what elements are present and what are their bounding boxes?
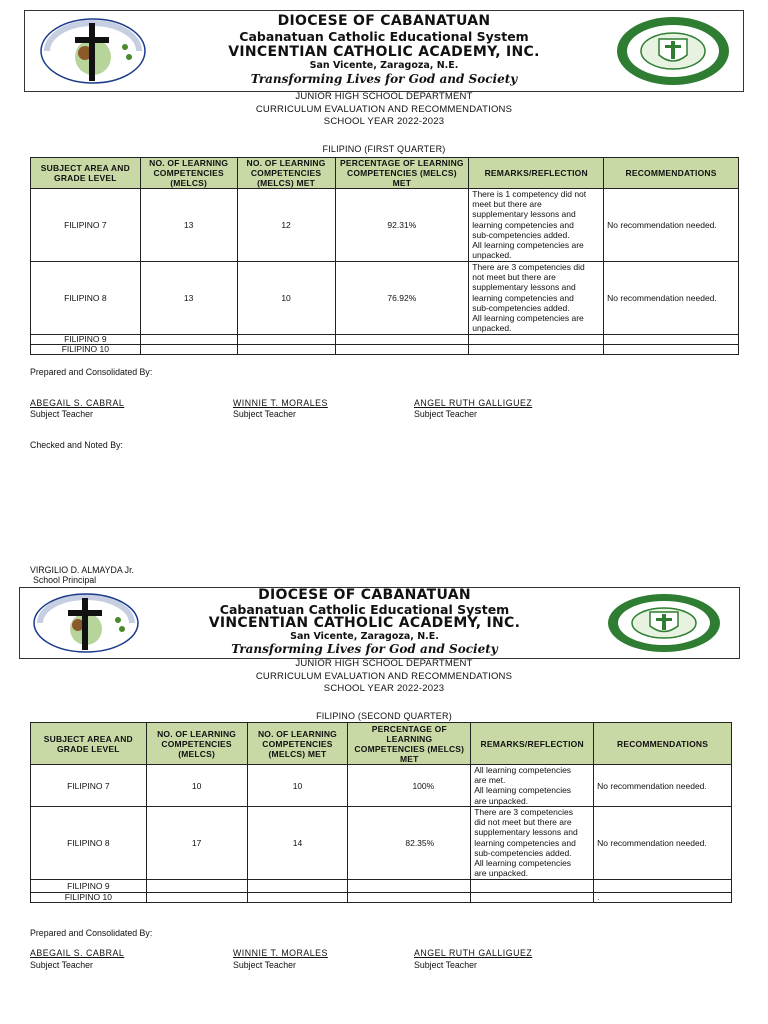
cell-subject: FILIPINO 10 [31, 345, 141, 355]
cell-remarks: There are 3 competencies did not meet but there are supplementary lessons and learning competencies and sub-competencies added. All learning competencies are unpacked. [471, 807, 594, 880]
col-subject: SUBJECT AREA AND GRADE LEVEL [31, 158, 141, 189]
cell-melcs: 10 [146, 765, 247, 807]
teacher-role: Subject Teacher [233, 409, 296, 419]
col-recommendations: RECOMMENDATIONS [604, 158, 739, 189]
col-melcs: NO. OF LEARNING COMPETENCIES (MELCS) [146, 723, 247, 765]
teacher-role: Subject Teacher [30, 960, 93, 970]
principal-role: School Principal [33, 575, 97, 585]
school-motto: Transforming Lives for God and Society [231, 642, 498, 656]
cell-met: 12 [237, 189, 335, 262]
cell-met: 10 [237, 262, 335, 335]
table-header-row [31, 158, 739, 189]
school-motto: Transforming Lives for God and Society [250, 72, 518, 86]
col-remarks: REMARKS/REFLECTION [471, 723, 594, 765]
cell-met: 14 [247, 807, 348, 880]
prepared-label: Prepared and Consolidated By: [30, 928, 153, 938]
evaluation-table-q1 [30, 157, 739, 355]
cell-melcs: 13 [140, 189, 237, 262]
cell-recommendation: No recommendation needed. [604, 262, 739, 335]
table-row [31, 345, 739, 355]
vca-seal [615, 15, 731, 87]
col-melcs: NO. OF LEARNING COMPETENCIES (MELCS) [140, 158, 237, 189]
teacher-name: ANGEL RUTH GALLIGUEZ [414, 948, 533, 958]
cell-subject: FILIPINO 8 [31, 262, 141, 335]
document-title: CURRICULUM EVALUATION AND RECOMMENDATIONS [255, 670, 513, 682]
cell-recommendation: No recommendation needed. [594, 765, 732, 807]
school-title: VINCENTIAN CATHOLIC ACADEMY, INC. [228, 44, 540, 60]
cell-met: 10 [247, 765, 348, 807]
col-percentage: PERCENTAGE OF LEARNING COMPETENCIES (MELCS) MET [348, 723, 471, 765]
teacher-role: Subject Teacher [30, 409, 93, 419]
school-title: VINCENTIAN CATHOLIC ACADEMY, INC. [208, 615, 521, 631]
teacher-name: ABEGAIL S. CABRAL [30, 948, 125, 958]
teacher-role: Subject Teacher [414, 960, 477, 970]
cell-percentage: 82.35% [348, 807, 471, 880]
cell-subject: FILIPINO 10 [31, 893, 147, 903]
col-met: NO. OF LEARNING COMPETENCIES (MELCS) MET [247, 723, 348, 765]
teacher-role: Subject Teacher [233, 960, 296, 970]
col-recommendations: RECOMMENDATIONS [594, 723, 732, 765]
system-title: Cabanatuan Catholic Educational System [239, 29, 529, 44]
col-subject: SUBJECT AREA AND GRADE LEVEL [31, 723, 147, 765]
table-header-row [31, 723, 732, 765]
cell-subject: FILIPINO 9 [31, 335, 141, 345]
diocese-title: DIOCESE OF CABANATUAN [277, 13, 491, 29]
cell-subject: FILIPINO 9 [31, 880, 147, 893]
prepared-label: Prepared and Consolidated By: [30, 367, 153, 377]
system-title: Cabanatuan Catholic Educational System [219, 602, 510, 617]
table-row [31, 765, 732, 807]
cell-percentage: 92.31% [335, 189, 469, 262]
principal-name: VIRGILIO D. ALMAYDA Jr. [30, 565, 134, 575]
checked-label: Checked and Noted By: [30, 440, 123, 450]
cell-melcs: 17 [146, 807, 247, 880]
cell-melcs: 13 [140, 262, 237, 335]
col-percentage: PERCENTAGE OF LEARNING COMPETENCIES (MELCS) MET [335, 158, 469, 189]
table-row [31, 335, 739, 345]
cell-remarks: There is 1 competency did not meet but there are supplementary lessons and learning competencies and sub-competencies added. All learning competencies are unpacked. [469, 189, 604, 262]
cell-recommendation: No recommendation needed. [594, 807, 732, 880]
table-row [31, 893, 732, 903]
table-row [31, 807, 732, 880]
col-met: NO. OF LEARNING COMPETENCIES (MELCS) MET [237, 158, 335, 189]
table-row [31, 262, 739, 335]
col-remarks: REMARKS/REFLECTION [469, 158, 604, 189]
cell-remarks: All learning competencies are met. All learning competencies are unpacked. [471, 765, 594, 807]
school-address: San Vicente, Zaragoza, N.E. [290, 631, 439, 642]
letterhead [24, 10, 744, 92]
school-address: San Vicente, Zaragoza, N.E. [309, 60, 459, 71]
department-label: JUNIOR HIGH SCHOOL DEPARTMENT [295, 658, 473, 669]
table-row [31, 880, 732, 893]
cell-subject: FILIPINO 8 [31, 807, 147, 880]
teacher-name: WINNIE T. MORALES [233, 398, 328, 408]
letterhead [19, 587, 740, 659]
department-label: JUNIOR HIGH SCHOOL DEPARTMENT [295, 91, 473, 102]
cell-recommendation: No recommendation needed. [604, 189, 739, 262]
evaluation-table-q2 [30, 722, 732, 903]
table-row [31, 189, 739, 262]
diocese-title: DIOCESE OF CABANATUAN [258, 587, 471, 603]
teacher-name: ANGEL RUTH GALLIGUEZ [414, 398, 533, 408]
cell-percentage: 100% [348, 765, 471, 807]
table-caption: FILIPINO (FIRST QUARTER) [322, 144, 446, 154]
school-year: SCHOOL YEAR 2022-2023 [323, 116, 445, 127]
teacher-role: Subject Teacher [414, 409, 477, 419]
vca-seal [606, 592, 722, 654]
subheader-block [0, 658, 768, 696]
cell-recommendation: . [594, 893, 732, 903]
teacher-name: ABEGAIL S. CABRAL [30, 398, 125, 408]
table-caption: FILIPINO (SECOND QUARTER) [316, 711, 452, 721]
cell-remarks: There are 3 competencies did not meet but there are supplementary lessons and learning competencies and sub-competencies added. All learning competencies are unpacked. [469, 262, 604, 335]
cell-subject: FILIPINO 7 [31, 189, 141, 262]
document-title: CURRICULUM EVALUATION AND RECOMMENDATIONS [255, 103, 513, 115]
cell-percentage: 76.92% [335, 262, 469, 335]
subheader-block [0, 91, 768, 129]
teacher-name: WINNIE T. MORALES [233, 948, 328, 958]
cell-subject: FILIPINO 7 [31, 765, 147, 807]
school-year: SCHOOL YEAR 2022-2023 [323, 683, 445, 694]
